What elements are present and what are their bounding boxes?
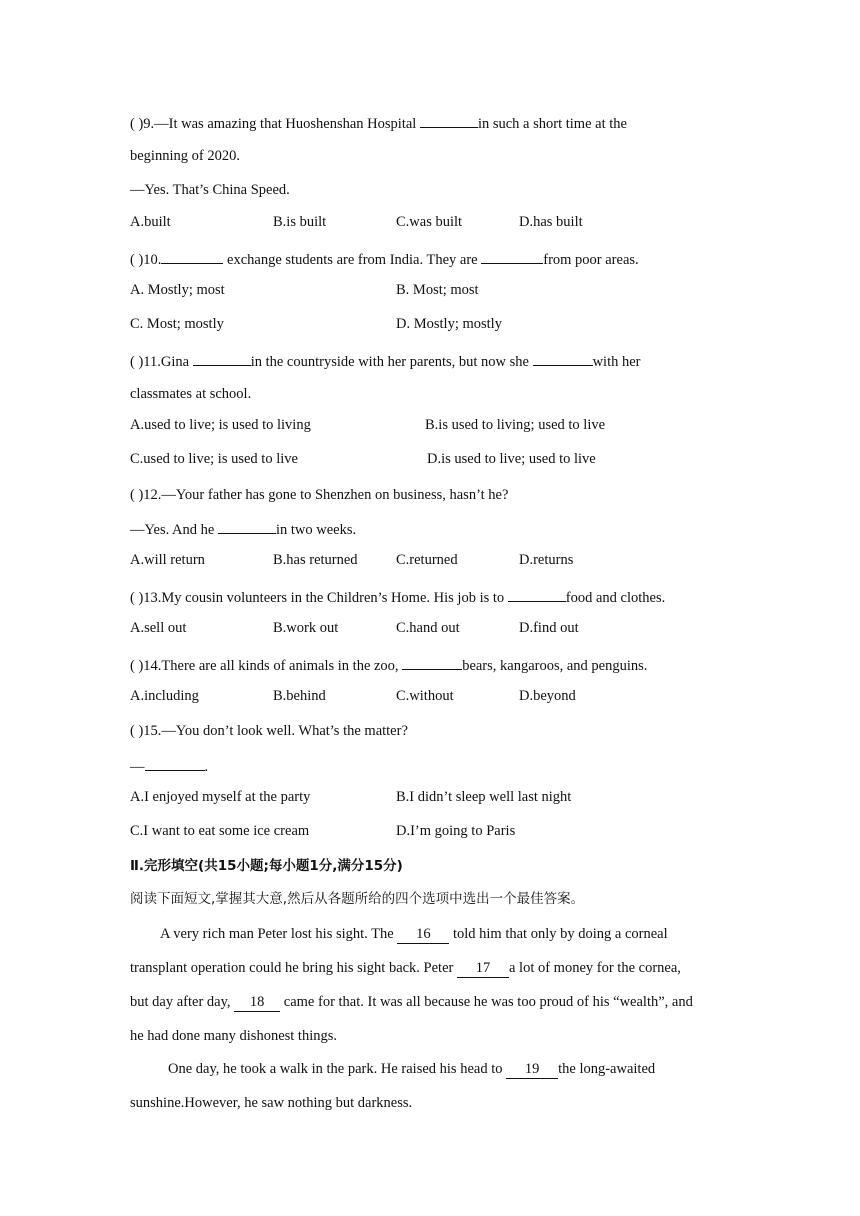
q13-option-d: D.find out [519,620,579,636]
q13-stem-part1: ( )13.My cousin volunteers in the Children’s Home. His job is to [130,590,508,606]
passage-text: told him that only by doing a corneal [449,926,668,942]
q10-stem-part2: exchange students are from India. They are [223,252,482,268]
q12-option-b: B.has returned [273,552,358,568]
passage-text: came for that. It was all because he was too proud of his “wealth”, and [280,994,693,1010]
answer-blank [218,518,276,534]
q9-stem-part2: in such a short time at the [477,116,627,132]
q15-option-d: D.I’m going to Paris [396,823,516,839]
q11-stem-part3: with her [592,354,641,370]
q15-reply-period: . [204,759,209,775]
section-2-instruction: 阅读下面短文,掌握其大意,然后从各题所给的四个选项中选出一个最佳答案。 [130,891,585,907]
q13-option-b: B.work out [273,620,339,636]
q12-reply-part1: —Yes. And he [130,522,218,538]
q10-option-d: D. Mostly; mostly [396,316,502,332]
q9-option-b: B.is built [273,214,327,230]
q12-stem: ( )12.—Your father has gone to Shenzhen on business, hasn’t he? [130,487,509,503]
q12-dialogue-reply [130,518,356,540]
passage-p1-line4: he had done many dishonest things. [130,1028,338,1044]
q9-stem-line2: beginning of 2020. [130,148,240,164]
q11-stem-part2: in the countryside with her parents, but now she [250,354,533,370]
passage-p1-line1 [160,924,668,944]
cloze-blank-18: 18 [234,993,280,1012]
q12-option-d: D.returns [519,552,574,568]
q9-option-c: C.was built [396,214,463,230]
q12-option-c: C.returned [396,552,458,568]
q10-stem [130,248,639,270]
q13-stem [130,586,665,608]
q9-stem-part1: ( )9.—It was amazing that Huoshenshan Hospital [130,116,420,132]
q14-stem [130,654,647,676]
q10-stem-part1: ( )10. [130,252,162,268]
q9-option-d: D.has built [519,214,583,230]
q15-dialogue-reply [130,755,208,777]
q9-option-a: A.built [130,214,171,230]
q14-option-d: D.beyond [519,688,576,704]
q15-reply-dash: — [130,759,145,775]
answer-blank [193,350,251,366]
cloze-blank-19: 19 [506,1060,558,1079]
q11-stem-line1 [130,350,641,372]
answer-blank [508,586,566,602]
q9-stem-line1 [130,112,627,134]
passage-p2-line2: sunshine.However, he saw nothing but darkness. [130,1095,413,1111]
q15-option-c: C.I want to eat some ice cream [130,823,310,839]
q10-option-c: C. Most; mostly [130,316,224,332]
passage-p1-line2 [130,958,681,978]
q11-option-d: D.is used to live; used to live [427,451,596,467]
q14-option-b: B.behind [273,688,326,704]
q10-option-a: A. Mostly; most [130,282,225,298]
section-2-header: Ⅱ.完形填空(共15小题;每小题1分,满分15分) [130,858,403,874]
answer-blank [420,112,478,128]
passage-text: A very rich man Peter lost his sight. The [160,926,398,942]
q12-option-a: A.will return [130,552,205,568]
q13-option-c: C.hand out [396,620,460,636]
cloze-blank-16: 16 [397,925,449,944]
q14-option-c: C.without [396,688,454,704]
q11-option-c: C.used to live; is used to live [130,451,298,467]
cloze-blank-17: 17 [457,959,509,978]
q11-stem-line2: classmates at school. [130,386,252,402]
answer-blank [481,248,543,264]
passage-text: One day, he took a walk in the park. He raised his head to [168,1061,507,1077]
q12-reply-part2: in two weeks. [275,522,357,538]
answer-blank [145,755,205,771]
q15-stem: ( )15.—You don’t look well. What’s the matter? [130,723,408,739]
passage-p2-line1 [168,1059,655,1079]
q11-option-a: A.used to live; is used to living [130,417,311,433]
q10-option-b: B. Most; most [396,282,479,298]
q11-option-b: B.is used to living; used to live [425,417,606,433]
answer-blank [161,248,223,264]
passage-text: but day after day, [130,994,235,1010]
answer-blank [533,350,593,366]
q14-stem-part1: ( )14.There are all kinds of animals in the zoo, [130,658,403,674]
passage-p1-line3 [130,992,693,1012]
q11-stem-part1: ( )11.Gina [130,354,193,370]
q14-stem-part2: bears, kangaroos, and penguins. [462,658,648,674]
answer-blank [402,654,462,670]
q14-option-a: A.including [130,688,199,704]
q15-option-a: A.I enjoyed myself at the party [130,789,311,805]
q13-stem-part2: food and clothes. [565,590,666,606]
passage-text: a lot of money for the cornea, [508,960,681,976]
passage-text: transplant operation could he bring his sight back. Peter [130,960,457,976]
passage-text: the long-awaited [558,1061,656,1077]
q10-stem-part3: from poor areas. [543,252,639,268]
q15-option-b: B.I didn’t sleep well last night [396,789,572,805]
q13-option-a: A.sell out [130,620,187,636]
q9-dialogue-reply: —Yes. That’s China Speed. [130,182,290,198]
